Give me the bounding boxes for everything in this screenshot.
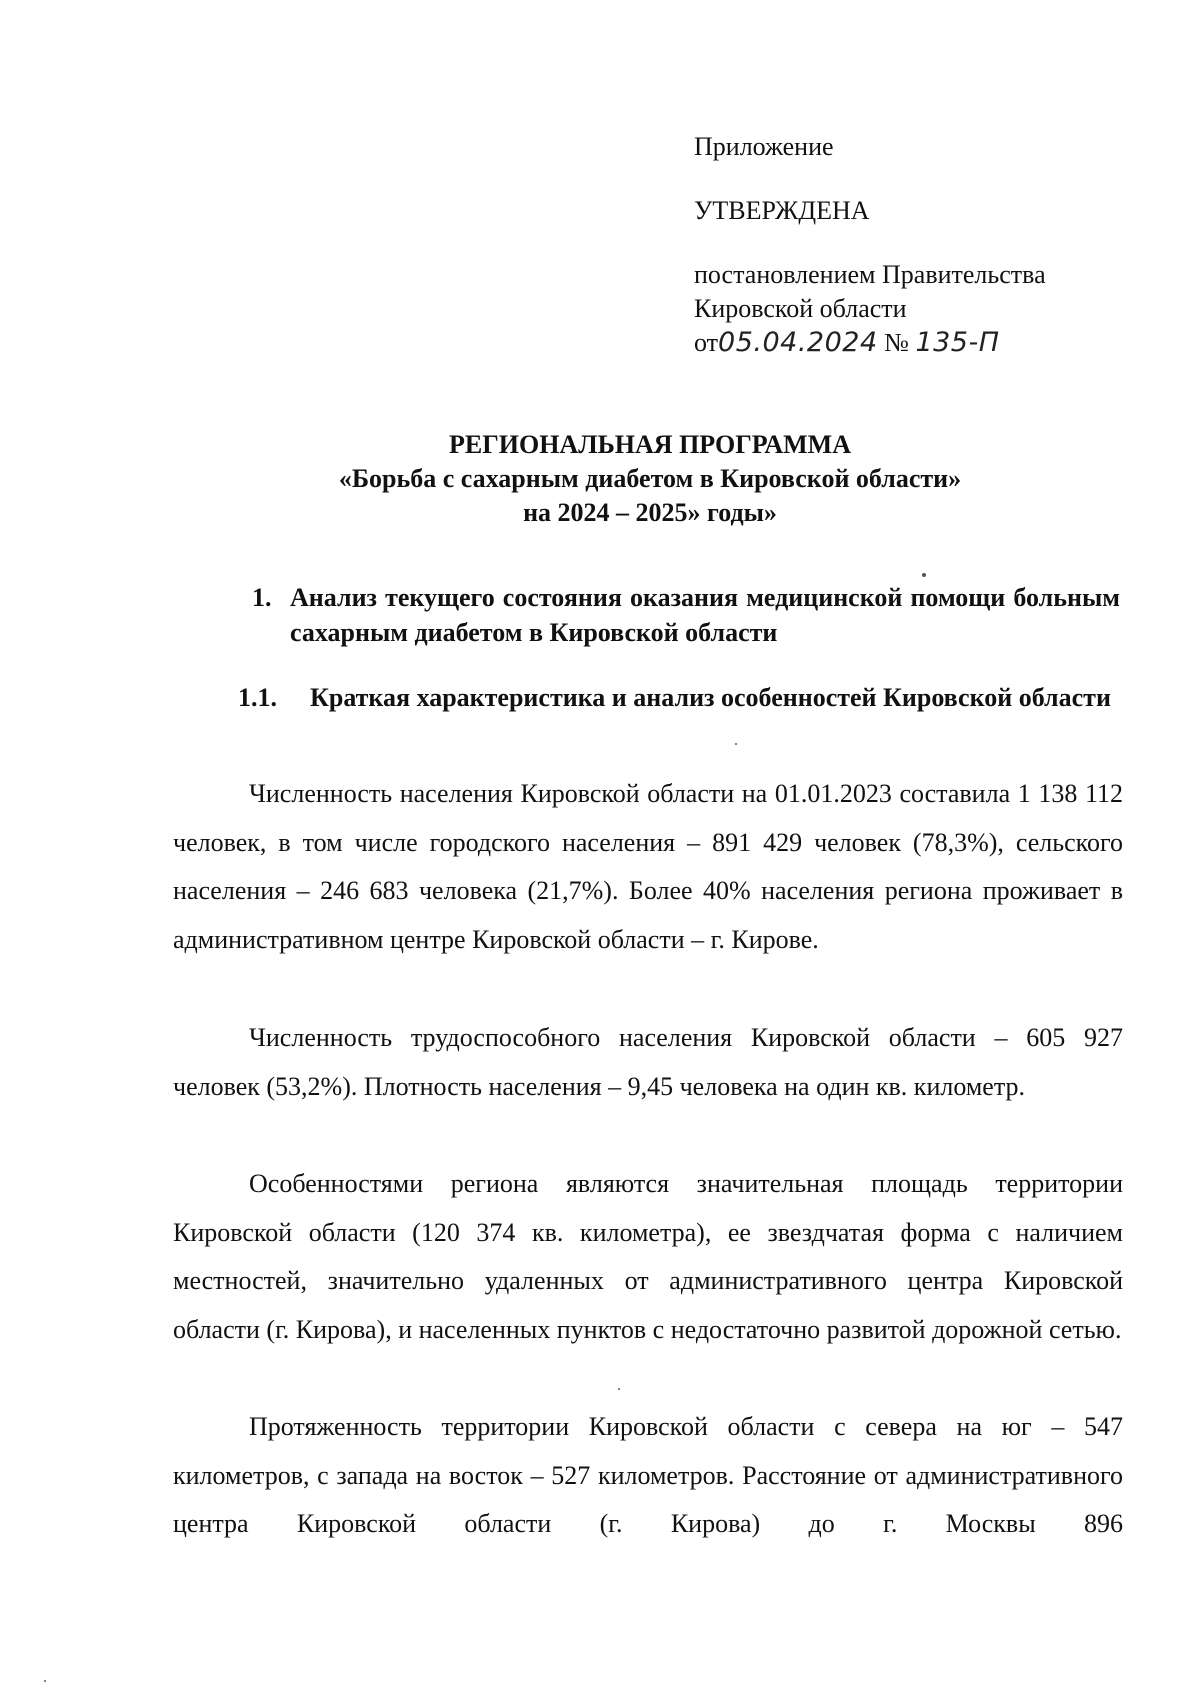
section-1-1-number: 1.1. bbox=[238, 683, 277, 712]
section-1-text: Анализ текущего состояния оказания медицинской помощи больным сахарным диабетом в Кировской области bbox=[290, 583, 1120, 647]
title-line-1: РЕГИОНАЛЬНАЯ ПРОГРАММА bbox=[449, 430, 851, 459]
scan-speck bbox=[922, 573, 926, 577]
handwritten-number: 135-П bbox=[915, 327, 1000, 358]
scan-speck bbox=[44, 1680, 46, 1682]
title-line-2: «Борьба с сахарным диабетом в Кировской области» bbox=[338, 464, 962, 493]
approved-by-line1: постановлением Правительства bbox=[694, 260, 1046, 289]
section-1-1-text: Краткая характеристика и анализ особенностей Кировской области bbox=[310, 683, 1111, 712]
paragraph-territory-extent: Протяженность территории Кировской области с севера на юг – 547 километров, с запада на восток – 527 километров. Расстояние от административного центра Кировской области (г. Кирова) до г. Москвы 896 bbox=[173, 1412, 1123, 1538]
appendix-label: Приложение bbox=[694, 132, 834, 161]
paragraph-population: Численность населения Кировской области на 01.01.2023 составила 1 138 112 человек, в том числе городского населения – 891 429 человек (78,3%), сельского населения – 246 683 человека (21,7%). Более 40% населения региона проживает в административном центре Кировской области – г. Кирове. bbox=[173, 779, 1123, 954]
approved-by-line2: Кировской области bbox=[694, 294, 907, 323]
number-sign: № bbox=[884, 328, 909, 357]
from-prefix: от bbox=[694, 328, 719, 357]
paragraph-working-population: Численность трудоспособного населения Кировской области – 605 927 человек (53,2%). Плотность населения – 9,45 человека на один кв. километр. bbox=[173, 1023, 1123, 1101]
document-title bbox=[0, 428, 1200, 530]
scan-speck bbox=[735, 743, 737, 745]
title-line-3: на 2024 – 2025» годы» bbox=[523, 498, 777, 527]
section-1-number: 1. bbox=[252, 583, 272, 612]
approved-label: УТВЕРЖДЕНА bbox=[694, 196, 870, 225]
resolution-date-number bbox=[694, 326, 1000, 360]
paragraph-region-features: Особенностями региона являются значительная площадь территории Кировской области (120 374 кв. километра), ее звездчатая форма с наличием местностей, значительно удаленных от административного центра Кировской области (г. Кирова), и населенных пунктов с недостаточно развитой дорожной сетью. bbox=[173, 1169, 1123, 1344]
handwritten-date: 05.04.2024 bbox=[718, 327, 878, 358]
scan-speck bbox=[618, 1388, 620, 1390]
